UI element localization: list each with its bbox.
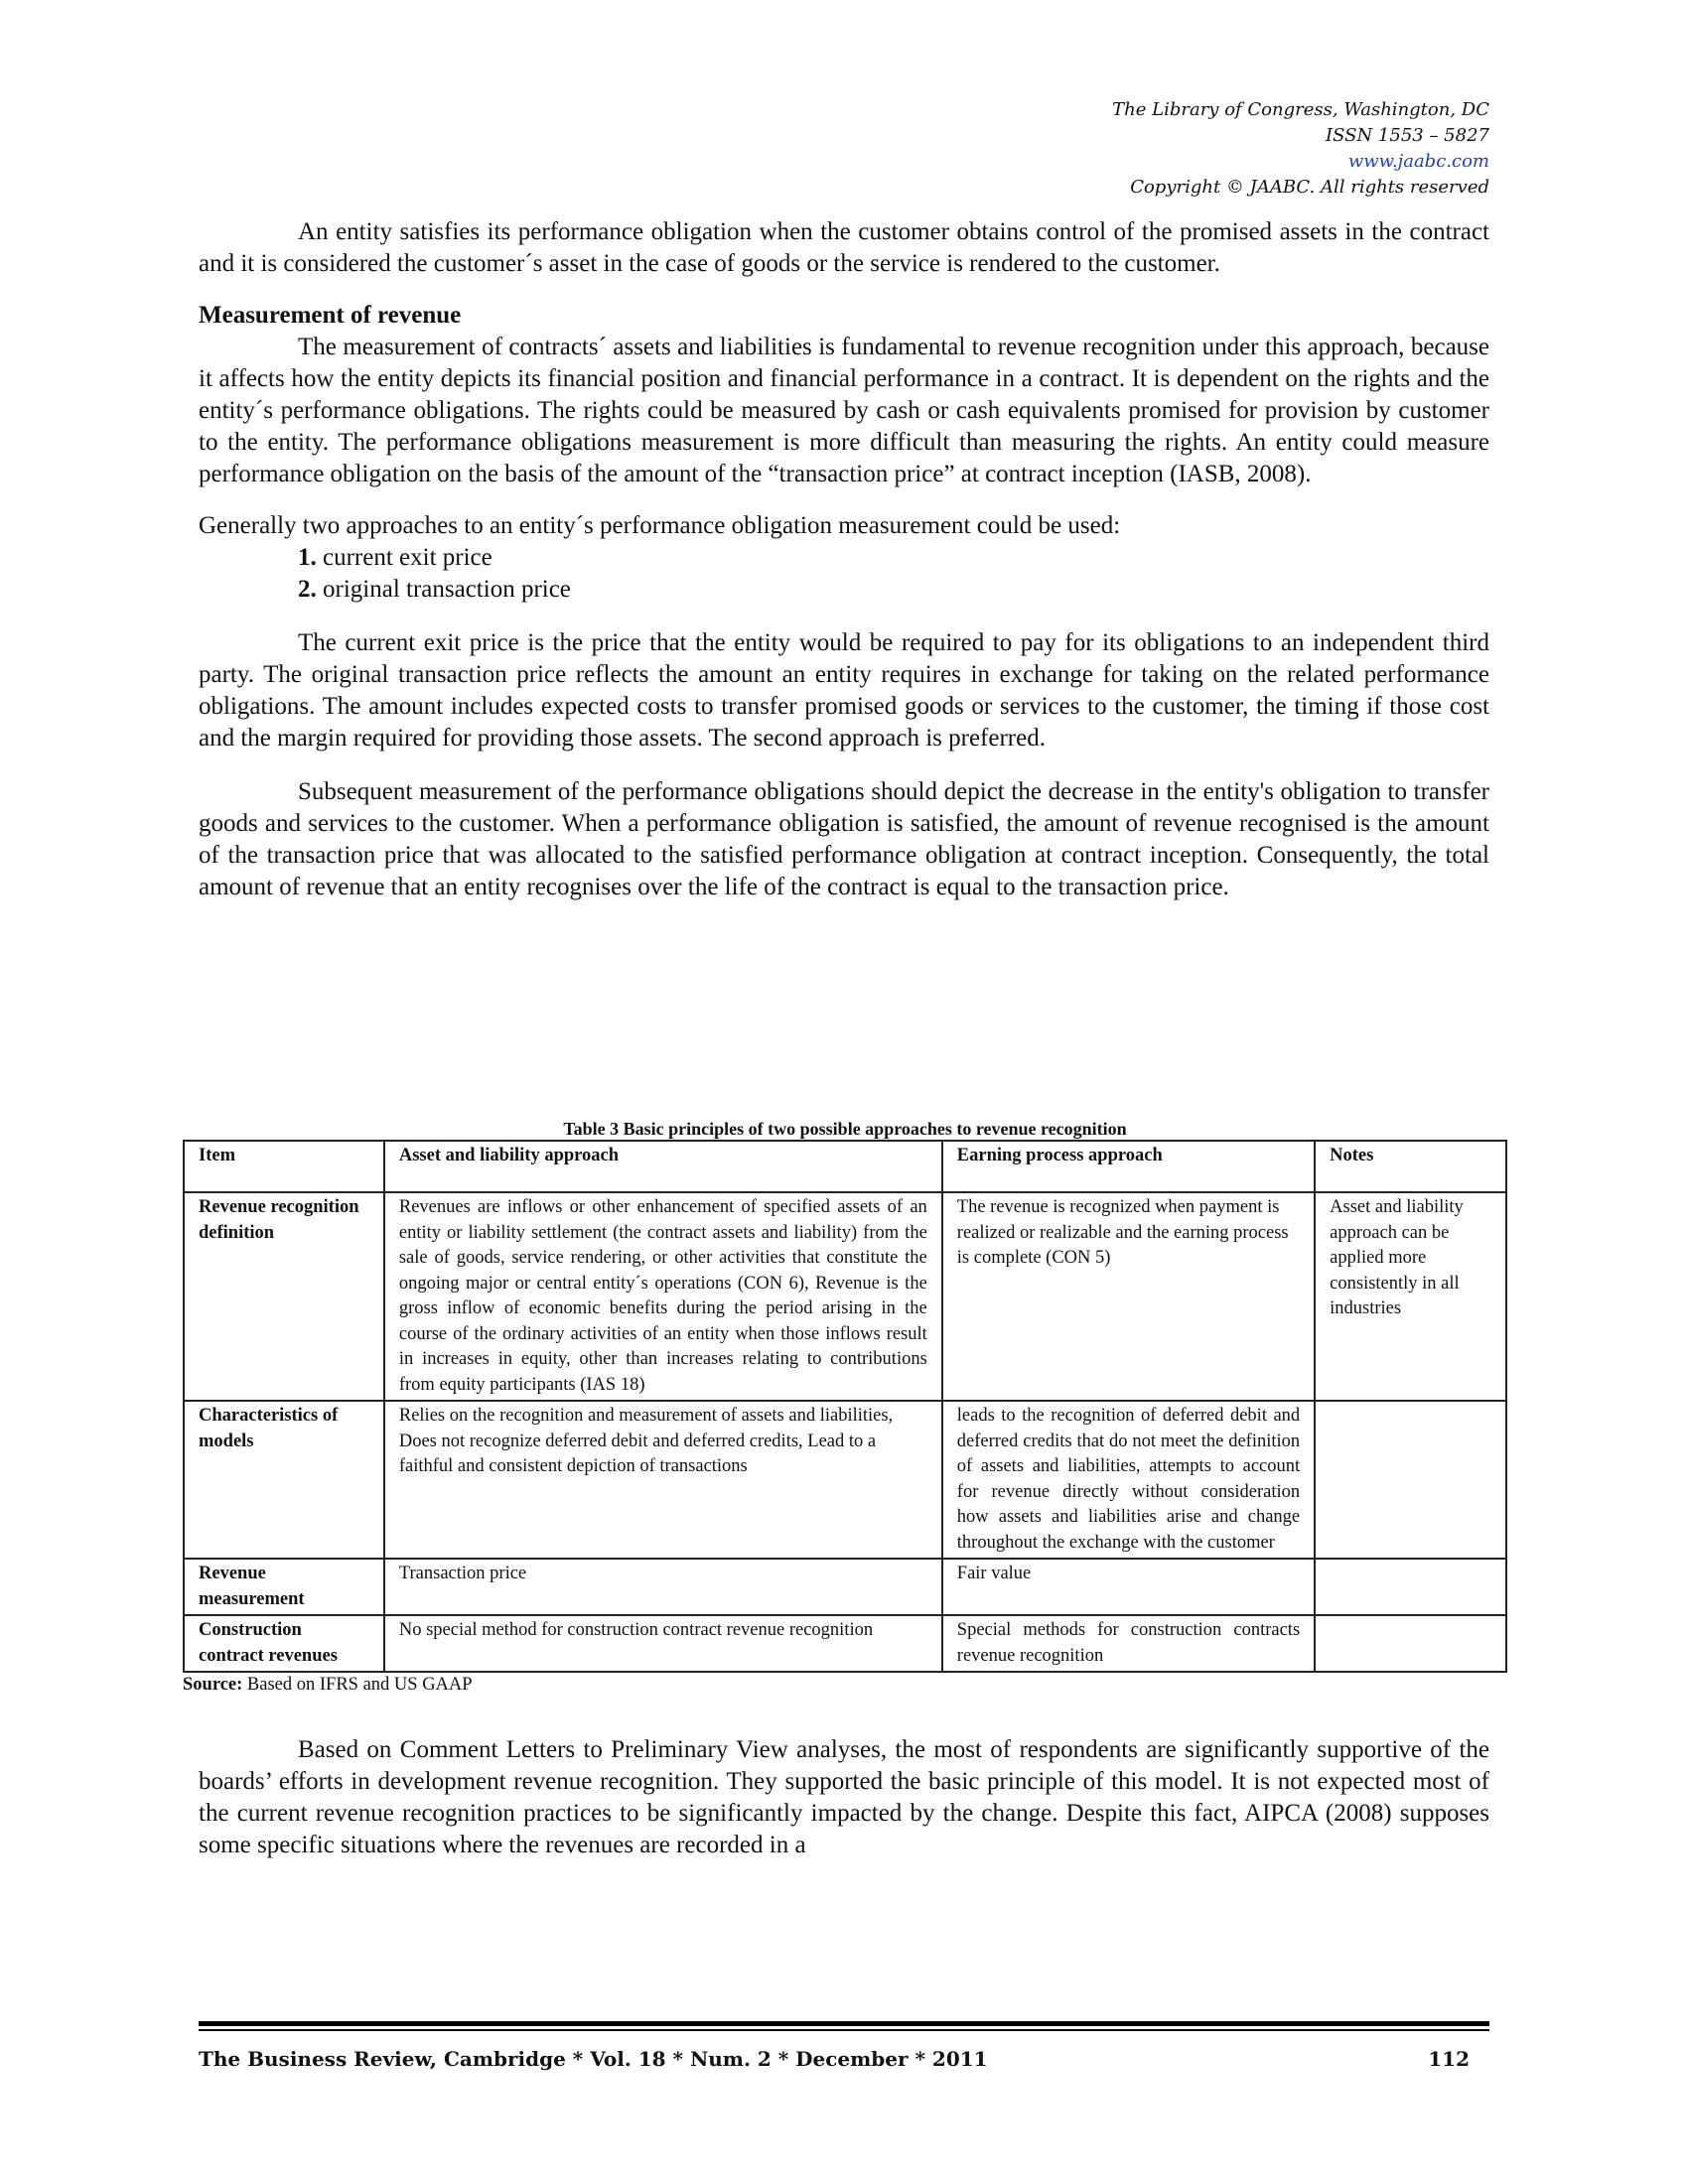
header-cell: Item bbox=[184, 1141, 384, 1192]
asset-cell: Revenues are inflows or other enhancement of specified assets of an entity or liability settlement (the contract assets and liability) from the sale of goods, service rendering, or other activities that constitute the ongoing major or central entity´s operations (CON 6), Revenue is the gross inflow of economic benefits during the period arising in the course of the ordinary activities of an entity when those inflows result in increases in equity, other than increases relating to contributions from equity participants (IAS 18) bbox=[384, 1192, 942, 1401]
numbered-list bbox=[199, 542, 1489, 606]
source-label: Source: bbox=[183, 1675, 243, 1695]
list-text: original transaction price bbox=[323, 576, 571, 603]
footer-rule bbox=[199, 2021, 1489, 2031]
header-cell: Asset and liability approach bbox=[384, 1141, 942, 1192]
page-header bbox=[1112, 97, 1489, 201]
table-row bbox=[184, 1192, 1506, 1401]
earning-cell: Fair value bbox=[942, 1559, 1315, 1615]
header-copyright: Copyright © JAABC. All rights reserved bbox=[1130, 177, 1489, 198]
header-issn: ISSN 1553 – 5827 bbox=[1326, 125, 1489, 146]
row-item-cell: Construction contract revenues bbox=[184, 1615, 384, 1672]
asset-cell: No special method for construction contract revenue recognition bbox=[384, 1615, 942, 1672]
footer-rule-thick bbox=[199, 2021, 1489, 2026]
source-text: Based on IFRS and US GAAP bbox=[246, 1675, 473, 1695]
earning-cell: The revenue is recognized when payment is realized or realizable and the earning process is complete (CON 5) bbox=[942, 1192, 1315, 1401]
table-3 bbox=[183, 1118, 1507, 1861]
row-item-cell: Characteristics of models bbox=[184, 1401, 384, 1559]
table-row bbox=[184, 1401, 1506, 1559]
table-header-row bbox=[184, 1141, 1506, 1192]
page-footer bbox=[199, 2047, 1489, 2071]
paragraph: Generally two approaches to an entity´s performance obligation measurement could be used: bbox=[199, 512, 1121, 539]
asset-cell: Relies on the recognition and measurement of assets and liabilities, Does not recognize deferred debit and deferred credits, Lead to a faithful and consistent depiction of transactions bbox=[384, 1401, 942, 1559]
paragraph: The measurement of contracts´ assets and liabilities is fundamental to revenue recognition under this approach, because it affects how the entity depicts its financial position and financial performance in a contract. It is dependent on the rights and the entity´s performance obligations. The rights could be measured by cash or cash equivalents promised for provision by customer to the entity. The performance obligations measurement is more difficult than measuring the rights. An entity could measure performance obligation on the basis of the amount of the “transaction price” at contract inception (IASB, 2008). bbox=[199, 334, 1489, 487]
page-number: 112 bbox=[1428, 2047, 1470, 2071]
header-cell: Earning process approach bbox=[942, 1141, 1315, 1192]
list-number: 1. bbox=[298, 544, 317, 571]
list-item bbox=[298, 542, 1489, 574]
earning-cell: Special methods for construction contracts revenue recognition bbox=[942, 1615, 1315, 1672]
list-item bbox=[298, 574, 1489, 606]
paragraph: The current exit price is the price that the entity would be required to pay for its obligations to an independent third party. The original transaction price reflects the amount an entity requires in exchange for taking on the related performance obligations. The amount includes expected costs to transfer promised goods or services to the customer, the timing if those cost and the margin required for providing those assets. The second approach is preferred. bbox=[199, 629, 1489, 751]
table-source bbox=[183, 1673, 1507, 1697]
journal-citation: The Business Review, Cambridge * Vol. 18 * Num. 2 * December * 2011 bbox=[199, 2047, 988, 2071]
row-item-cell: Revenue measurement bbox=[184, 1559, 384, 1615]
notes-cell bbox=[1315, 1401, 1506, 1559]
paragraph: An entity satisfies its performance obligation when the customer obtains control of the promised assets in the contract and it is considered the customer´s asset in the case of goods or the service is rendered to the customer. bbox=[199, 218, 1489, 277]
section-heading: Measurement of revenue bbox=[199, 302, 462, 329]
notes-cell bbox=[1315, 1559, 1506, 1615]
earning-cell: leads to the recognition of deferred debit and deferred credits that do not meet the definition of assets and liabilities, attempts to account for revenue directly without consideration how assets and liabilities arise and change throughout the exchange with the customer bbox=[942, 1401, 1315, 1559]
paragraph: Subsequent measurement of the performance obligations should depict the decrease in the entity's obligation to transfer goods and services to the customer. When a performance obligation is satisfied, the amount of revenue recognised is the amount of the transaction price that was allocated to the satisfied performance obligation at contract inception. Consequently, the total amount of revenue that an entity recognises over the life of the contract is equal to the transaction price. bbox=[199, 778, 1489, 900]
paragraph: Based on Comment Letters to Preliminary View analyses, the most of respondents are significantly supportive of the boards’ efforts in development revenue recognition. They supported the basic principle of this model. It is not expected most of the current revenue recognition practices to be significantly impacted by the change. Despite this fact, AIPCA (2008) supposes some specific situations where the revenues are recorded in a bbox=[199, 1736, 1489, 1858]
principles-table bbox=[183, 1140, 1507, 1673]
asset-cell: Transaction price bbox=[384, 1559, 942, 1615]
table-row bbox=[184, 1615, 1506, 1672]
table-title: Table 3 Basic principles of two possible approaches to revenue recognition bbox=[563, 1119, 1127, 1139]
footer-rule-thin bbox=[199, 2029, 1489, 2031]
header-cell: Notes bbox=[1315, 1141, 1506, 1192]
notes-cell bbox=[1315, 1615, 1506, 1672]
header-library: The Library of Congress, Washington, DC bbox=[1112, 99, 1489, 120]
header-url[interactable]: www.jaabc.com bbox=[1347, 151, 1489, 172]
main-text bbox=[199, 216, 1489, 903]
list-number: 2. bbox=[298, 576, 317, 603]
table-row bbox=[184, 1559, 1506, 1615]
notes-cell: Asset and liability approach can be applied more consistently in all industries bbox=[1315, 1192, 1506, 1401]
row-item-cell: Revenue recognition definition bbox=[184, 1192, 384, 1401]
list-text: current exit price bbox=[323, 544, 492, 571]
